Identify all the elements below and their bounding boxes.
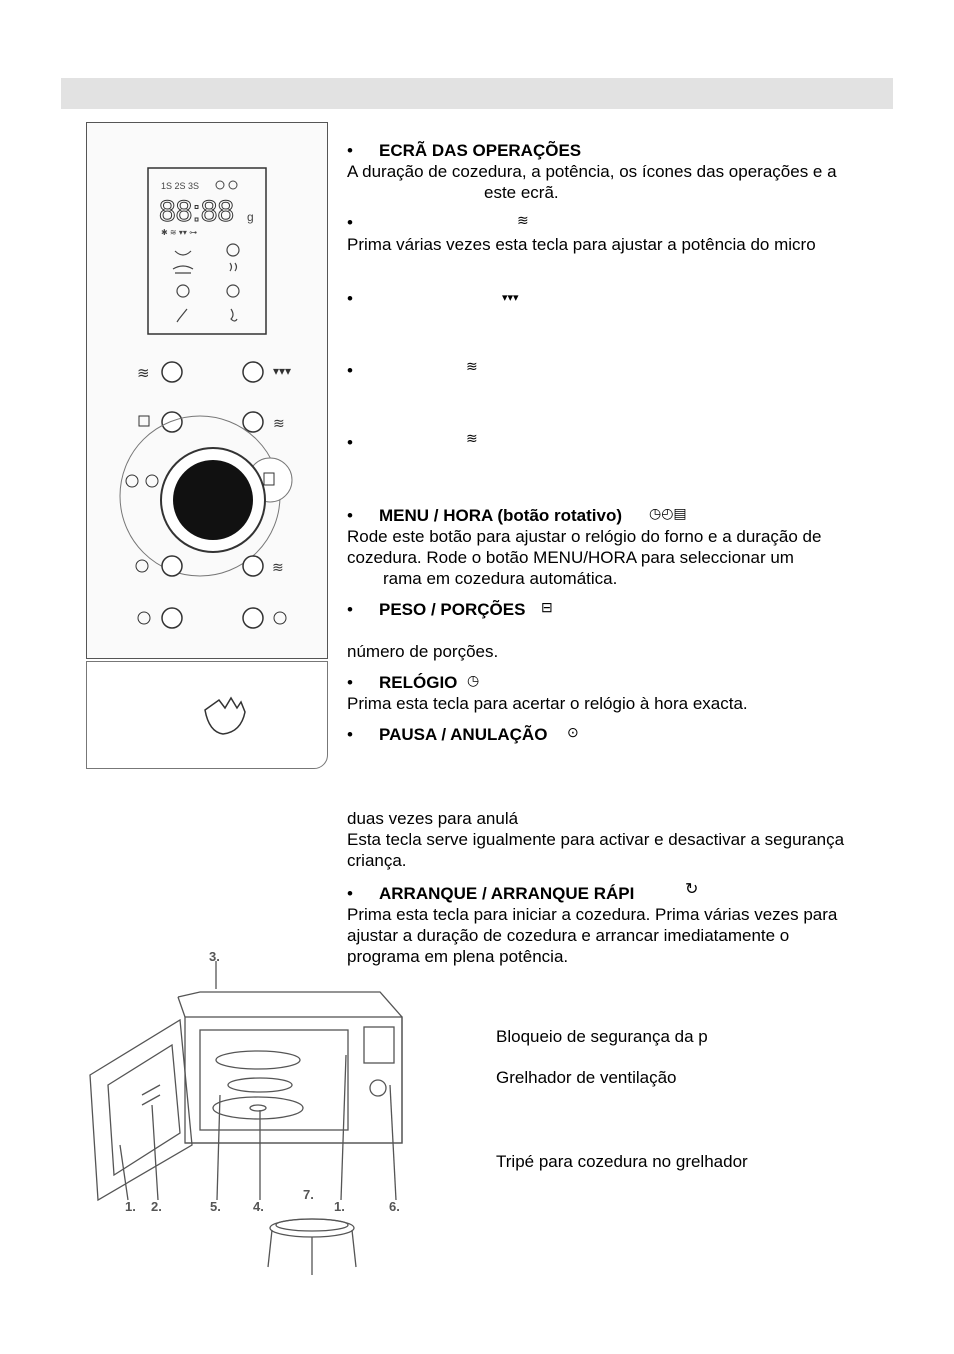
- menu-line2: cozedura. Rode o botão MENU/HORA para seleccionar um: [347, 548, 794, 567]
- weight-line1: número de porções.: [347, 642, 499, 661]
- display-unit: g: [247, 210, 254, 224]
- menu-line1: Rode este botão para ajustar o relógio do forno e a duração de: [347, 527, 822, 546]
- start-line2: ajustar a duração de cozedura e arrancar imediatamente o: [347, 926, 790, 945]
- diagram-label-3: 3.: [209, 949, 220, 964]
- pause-icon: [274, 612, 286, 624]
- bullet-start: •: [347, 884, 353, 903]
- combi-2-button[interactable]: [243, 556, 263, 576]
- bullet-menu: •: [347, 506, 353, 525]
- display-timer-icon: [229, 181, 237, 189]
- combi-1-icon: ≋: [273, 415, 285, 431]
- display-food-icons: [173, 244, 239, 322]
- display-title: ECRÃ DAS OPERAÇÕES: [379, 141, 582, 160]
- timer-icon: [146, 475, 158, 487]
- display-memory-labels: 1S 2S 3S: [161, 181, 200, 191]
- diagram-label-4: 4.: [253, 1199, 264, 1214]
- display-line2: este ecrã.: [484, 183, 559, 202]
- door-open-drawing: [87, 662, 327, 768]
- pause-line2: Esta tecla serve igualmente para activar e desactivar a segurança: [347, 830, 845, 849]
- power-icon: ≋: [517, 212, 529, 228]
- clock-icon: [136, 560, 148, 572]
- diagram-label-7: 7.: [303, 1187, 314, 1202]
- dial-indicator: [209, 463, 217, 477]
- combi-1-button[interactable]: [243, 412, 263, 432]
- start-title: ARRANQUE / ARRANQUE RÁPI: [379, 884, 635, 903]
- legend-item-1: Bloqueio de segurança da p: [496, 1027, 708, 1046]
- start-line1: Prima esta tecla para iniciar a cozedura. Prima várias vezes para: [347, 905, 838, 924]
- microwave-power-button[interactable]: [162, 362, 182, 382]
- menu-line3: rama em cozedura automática.: [383, 569, 618, 588]
- legend-item-2: Grelhador de ventilação: [496, 1068, 677, 1087]
- menu-title: MENU / HORA (botão rotativo): [379, 506, 623, 525]
- clock-title: RELÓGIO: [379, 673, 458, 692]
- diagram-label-6: 6.: [389, 1199, 400, 1214]
- pause-title: PAUSA / ANULAÇÃO: [379, 725, 548, 744]
- clock-button[interactable]: [162, 556, 182, 576]
- grill-button[interactable]: [243, 362, 263, 382]
- microwave-power-icon: ≋: [137, 365, 150, 382]
- diagram-label-1b: 1.: [334, 1199, 345, 1214]
- grill-text-icon: ▾▾▾: [502, 292, 519, 304]
- microwave-diagram: [80, 945, 410, 1285]
- weight-text-icon: ⊟: [541, 599, 553, 615]
- hand-icon: [205, 698, 245, 734]
- start-text-icon: ↻: [685, 881, 699, 898]
- clock-set-icon: [126, 475, 138, 487]
- control-panel-illustration: [86, 122, 328, 659]
- pause-cancel-button[interactable]: [243, 608, 263, 628]
- control-panel-drawing: [87, 123, 327, 658]
- bullet-pause: •: [347, 725, 353, 744]
- weight-portions-button[interactable]: [162, 412, 182, 432]
- door-open-panel[interactable]: [86, 661, 328, 769]
- diagram-label-5: 5.: [210, 1199, 221, 1214]
- diagram-label-1a: 1.: [125, 1199, 136, 1214]
- pause-line3: criança.: [347, 851, 407, 870]
- diagram-label-2: 2.: [151, 1199, 162, 1214]
- bullet-combi2: •: [347, 433, 353, 452]
- power-line1: Prima várias vezes esta tecla para ajustar a potência do micro: [347, 235, 816, 254]
- bullet-power: •: [347, 213, 353, 232]
- bullet-grill: •: [347, 289, 353, 308]
- combi2-text-icon: ≋: [466, 430, 478, 446]
- menu-text-icons: ◷◴▤: [649, 505, 687, 521]
- pause-line1: duas vezes para anulá: [347, 809, 519, 828]
- weight-title: PESO / PORÇÕES: [379, 600, 526, 619]
- combi1-text-icon: ≋: [466, 358, 478, 374]
- display-screen: [148, 168, 266, 334]
- display-digits: 88:88: [159, 195, 235, 228]
- bullet-combi1: •: [347, 361, 353, 380]
- bullet-display: •: [347, 141, 353, 160]
- start-line3: programa em plena potência.: [347, 947, 569, 966]
- display-clock-icon: [216, 181, 224, 189]
- pause-text-icon: ⊙: [567, 724, 579, 740]
- legend-item-3: Tripé para cozedura no grelhador: [496, 1152, 748, 1171]
- display-line1: A duração de cozedura, a potência, os ícones das operações e a: [347, 162, 837, 181]
- bullet-weight: •: [347, 600, 353, 619]
- display-status-icons: ✱ ≋ ▾▾ ⊶: [161, 228, 198, 237]
- start-icon: [138, 612, 150, 624]
- section-header-bar: [61, 78, 893, 109]
- combi-2-icon: ≋: [272, 559, 284, 575]
- clock-text-icon: ◷: [467, 672, 480, 688]
- clock-line1: Prima esta tecla para acertar o relógio à hora exacta.: [347, 694, 748, 713]
- start-button[interactable]: [162, 608, 182, 628]
- bullet-clock: •: [347, 673, 353, 692]
- weight-icon: [139, 416, 149, 426]
- grill-icon: ▾▾▾: [273, 364, 292, 378]
